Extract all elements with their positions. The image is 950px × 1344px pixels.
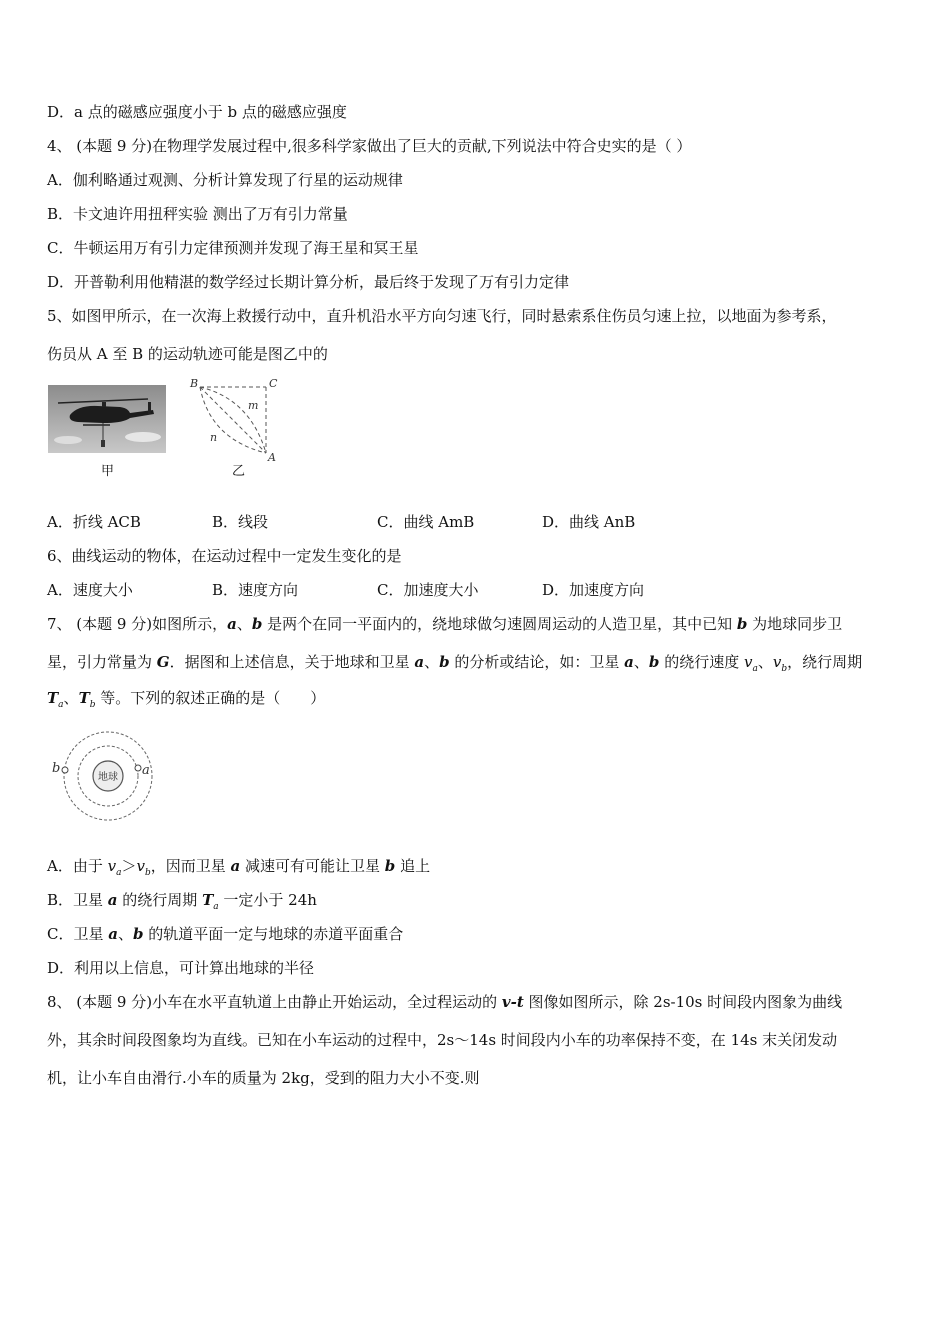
q5-option-d: D．曲线 AnB: [542, 513, 636, 531]
satellite-a-label: a: [142, 763, 150, 778]
q6-option-c: C．加速度大小: [377, 581, 479, 599]
trajectory-diagram: [188, 377, 284, 463]
q5-stem-line1: 5、如图甲所示，在一次海上救援行动中，直升机沿水平方向匀速飞行，同时悬索系住伤员匀速上拉，以地面为参考系，: [47, 307, 837, 325]
label-c: C: [269, 377, 278, 390]
q6-option-d: D．加速度方向: [542, 581, 645, 599]
q6-option-b: B．速度方向: [212, 581, 299, 599]
q7-stem-line3: $T_a$、$T_b$ 等。下列的叙述正确的是（ ）: [47, 689, 326, 710]
q4-option-c: C．牛顿运用万有引力定律预测并发现了海王星和冥王星: [47, 239, 419, 257]
q4-stem: 4、 (本题 9 分)在物理学发展过程中,很多科学家做出了巨大的贡献,下列说法中符合史实的是（ ）: [47, 137, 692, 155]
q8-stem-line1: 8、 (本题 9 分)小车在水平直轨道上由静止开始运动，全过程运动的 v-t 图像如图所示，除 2s-10s 时间段内图象为曲线: [47, 993, 843, 1011]
q8-stem-line2: 外，其余时间段图象均为直线。已知在小车运动的过程中，2s～14s 时间段内小车的功率保持不变，在 14s 末关闭发动: [47, 1031, 838, 1049]
q7-option-a: A．由于 $v_a>v_b$，因而卫星 a 减速可有可能让卫星 b 追上: [47, 857, 431, 878]
helicopter-icon: [48, 385, 166, 453]
label-m: m: [248, 399, 259, 412]
q5-option-b: B．线段: [212, 513, 269, 531]
orbit-figure: [50, 730, 160, 826]
q6-option-a: A．速度大小: [47, 581, 133, 599]
helicopter-photo: [48, 385, 166, 453]
earth-label: 地球: [98, 772, 118, 783]
label-n: n: [210, 431, 218, 444]
q6-stem: 6、曲线运动的物体，在运动过程中一定发生变化的是: [47, 547, 402, 565]
q5-stem-line2: 伤员从 A 至 B 的运动轨迹可能是图乙中的: [47, 345, 328, 363]
figure-jia-caption: 甲: [101, 464, 115, 479]
q5-option-c: C．曲线 AmB: [377, 513, 475, 531]
q3-option-d: D．a 点的磁感应强度小于 b 点的磁感应强度: [47, 103, 347, 121]
q4-option-b: B．卡文迪许用扭秤实验 测出了万有引力常量: [47, 205, 348, 223]
q7-option-b: B．卫星 a 的绕行周期 $T_a$ 一定小于 24h: [47, 891, 317, 912]
q8-stem-line3: 机，让小车自由滑行.小车的质量为 2kg，受到的阻力大小不变.则: [47, 1069, 480, 1087]
orbit-diagram: [50, 730, 160, 826]
figure-yi-caption: 乙: [232, 464, 246, 479]
q4-option-d: D．开普勒利用他精湛的数学经过长期计算分析，最后终于发现了万有引力定律: [47, 273, 570, 291]
label-a: A: [268, 451, 276, 463]
satellite-b-label: b: [52, 761, 61, 776]
q5-option-a: A．折线 ACB: [47, 513, 141, 531]
q7-stem-line2: 星，引力常量为 G．据图和上述信息，关于地球和卫星 a、b 的分析或结论，如：卫星 a、b 的绕行速度 $v_a$、$v_b$，绕行周期: [47, 653, 863, 674]
q7-option-d: D．利用以上信息，可计算出地球的半径: [47, 959, 315, 977]
q7-option-c: C．卫星 a、b 的轨道平面一定与地球的赤道平面重合: [47, 925, 404, 943]
q4-option-a: A．伽利略通过观测、分析计算发现了行星的运动规律: [47, 171, 403, 189]
q7-stem-line1: 7、 (本题 9 分)如图所示，a、b 是两个在同一平面内的，绕地球做匀速圆周运动的人造卫星，其中已知 b 为地球同步卫: [47, 615, 843, 633]
label-b: B: [190, 377, 199, 390]
trajectory-figure: [188, 377, 284, 463]
